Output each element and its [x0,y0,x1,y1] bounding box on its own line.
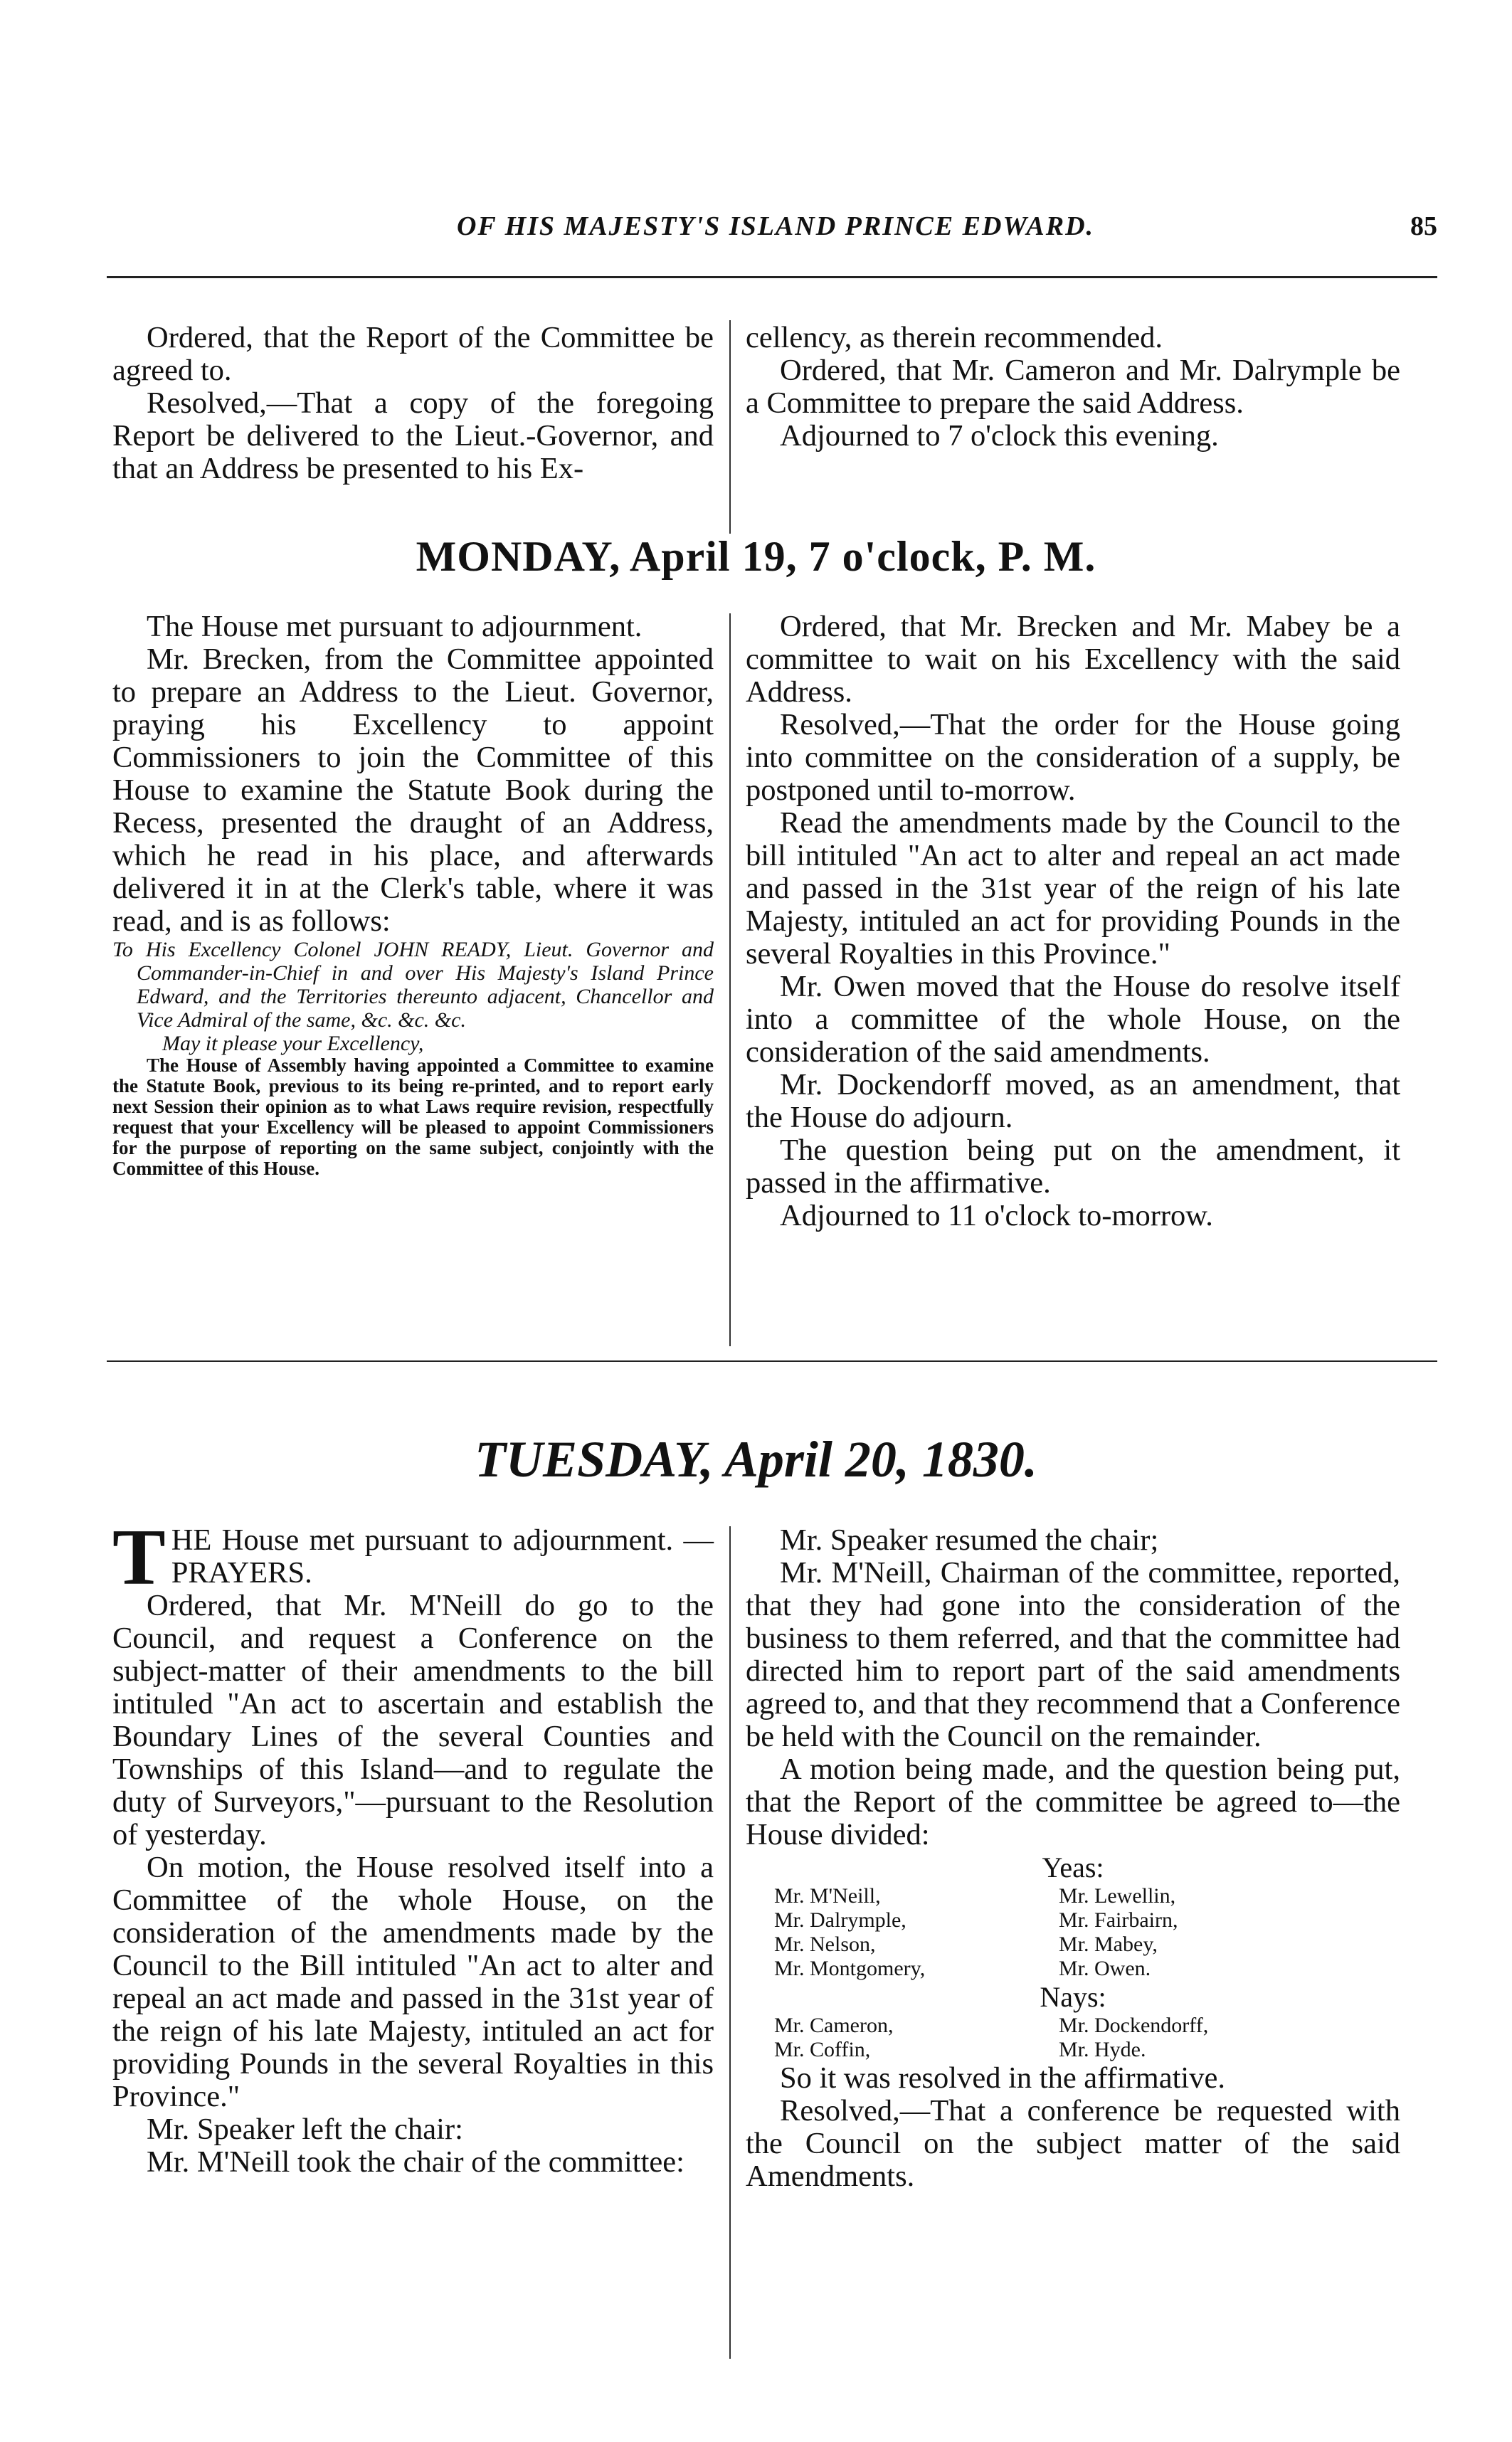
paragraph: A motion being made, and the question being put, that the Report of the committee be agreed to—the House divided: [746,1753,1400,1851]
address-body: The House of Assembly having appointed a Committee to examine the Statute Book, previous to its being re-printed, and to report early next Session their opinion as to what Laws require revision, respectfully request that your Excellency will be pleased to appoint Commissioners for the purpose of reporting on the same subject, conjointly with the Committee of this House. [112,1054,714,1179]
paragraph: Ordered, that the Report of the Committee be agreed to. [112,321,714,387]
header-rule [107,276,1437,278]
paragraph: Ordered, that Mr. Cameron and Mr. Dalrymple be a Committee to prepare the said Address. [746,354,1400,420]
tuesday-heading: TUESDAY, April 20, 1830. [475,1431,1037,1488]
paragraph: Read the amendments made by the Council to the bill intituled "An act to alter and repeal an act made and passed in the 31st year of the reign of his late Majesty, intituled an act for providing Pounds in the several Royalties in this Province." [746,806,1400,971]
nays-row [746,2014,1400,2038]
top-left-column [112,322,714,485]
paragraph: Mr. Speaker resumed the chair; [780,1523,1159,1557]
yeas-row [746,1884,1400,1908]
paragraph: Mr. Dockendorff moved, as an amendment, that the House do adjourn. [746,1068,1400,1134]
nays-row [746,2038,1400,2062]
tuesday-left-column [112,1513,714,2179]
member-name: Mr. Montgomery, [774,1957,926,1980]
drop-cap: T [112,1513,166,1602]
member-name: Mr. M'Neill, [774,1884,881,1908]
paragraph: Resolved,—That a conference be requested with the Council on the subject matter of the said Amendments. [746,2094,1400,2193]
top-right-column [746,322,1400,453]
paragraph: Mr. Brecken, from the Committee appointed to prepare an Address to the Lieut. Governor, praying his Excellency to appoint Commissioners to join the Committee of this House to examine the Statute Book during the Recess, presented the draught of an Address, which he read in his place, and afterwards delivered it in at the Clerk's table, where it was read, and is as follows: [112,643,714,938]
member-name: Mr. Cameron, [774,2014,894,2037]
paragraph: Adjourned to 7 o'clock this evening. [780,419,1219,453]
yeas-label: Yeas: [1042,1851,1104,1883]
monday-left-column [112,610,714,1179]
paragraph: Ordered, that Mr. M'Neill do go to the Council, and request a Conference on the subject-matter of their amendments to the bill intituled "An act to ascertain and establish the Boundary Lines of the several Counties and Townships of this Island—and to regulate the duty of Surveyors,"—pursuant to the Resolution of yesterday. [112,1589,714,1851]
paragraph: Resolved,—That a copy of the foregoing Report be delivered to the Lieut.-Governor, and that an Address be presented to his Ex- [112,386,714,485]
paragraph: Resolved,—That the order for the House going into committee on the consideration of a supply, be postponed until to-morrow. [746,708,1400,807]
monday-right-column [746,610,1400,1232]
member-name: Mr. Fairbairn, [1059,1908,1178,1932]
paragraph: On motion, the House resolved itself into a Committee of the whole House, on the consideration of the amendments made by the Council to the Bill intituled "An act to alter and repeal an act made and passed in the 31st year of the reign of his late Majesty, intituled an act for providing Pounds in the several Royalties in this Province." [112,1851,714,2113]
paragraph: Mr. Speaker left the chair: [147,2113,463,2146]
paragraph: Mr. Owen moved that the House do resolve itself into a committee of the whole House, on the consideration of the said amendments. [746,970,1400,1069]
nays-label: Nays: [1040,1981,1106,2013]
monday-heading: MONDAY, April 19, 7 o'clock, P. M. [416,533,1096,580]
paragraph: Mr. M'Neill took the chair of the committee: [147,2145,684,2179]
yeas-row [746,1957,1400,1981]
member-name: Mr. Mabey, [1059,1933,1158,1956]
paragraph: Adjourned to 11 o'clock to-morrow. [780,1199,1213,1232]
paragraph: Ordered, that Mr. Brecken and Mr. Mabey be a committee to wait on his Excellency with the said Address. [746,610,1400,709]
member-name: Mr. Dalrymple, [774,1908,906,1932]
paragraph: So it was resolved in the affirmative. [780,2061,1225,2095]
opening-text: HE House met pursuant to adjournment. —PRAYERS. [171,1523,714,1590]
address-to: To His Excellency Colonel JOHN READY, Lieut. Governor and Commander-in-Chief in and over His Majesty's Island Prince Edward, and the Territories thereunto adjacent, Chancellor and Vice Admiral of the same, &c. &c. &c. [112,938,714,1032]
running-header [114,211,1437,253]
yeas-row [746,1933,1400,1957]
paragraph: cellency, as therein recommended. [746,321,1163,354]
column-divider [729,613,731,1346]
page-number: 85 [1410,211,1437,241]
column-divider [729,1526,731,2359]
address-superscription [112,938,714,1055]
member-name: Mr. Coffin, [774,2038,871,2061]
tuesday-right-column [746,1524,1400,2193]
address-salutation: May it please your Excellency, [162,1032,424,1055]
member-name: Mr. Owen. [1059,1957,1151,1980]
yeas-row [746,1908,1400,1933]
member-name: Mr. Nelson, [774,1933,876,1956]
section-rule [107,1360,1437,1362]
column-divider [729,320,731,534]
member-name: Mr. Dockendorff, [1059,2014,1209,2037]
division-list [746,1851,1400,2062]
running-title: OF HIS MAJESTY'S ISLAND PRINCE EDWARD. [456,211,1095,241]
paragraph [112,1513,714,1602]
member-name: Mr. Hyde. [1059,2038,1146,2061]
paragraph: Mr. M'Neill, Chairman of the committee, reported, that they had gone into the consideration of the business to them referred, and that the committee had directed him to report part of the said amendments agreed to, and that they recommend that a Conference be held with the Council on the remainder. [746,1556,1400,1753]
member-name: Mr. Lewellin, [1059,1884,1176,1908]
paragraph: The question being put on the amendment, it passed in the affirmative. [746,1133,1400,1200]
paragraph: The House met pursuant to adjournment. [147,610,643,643]
